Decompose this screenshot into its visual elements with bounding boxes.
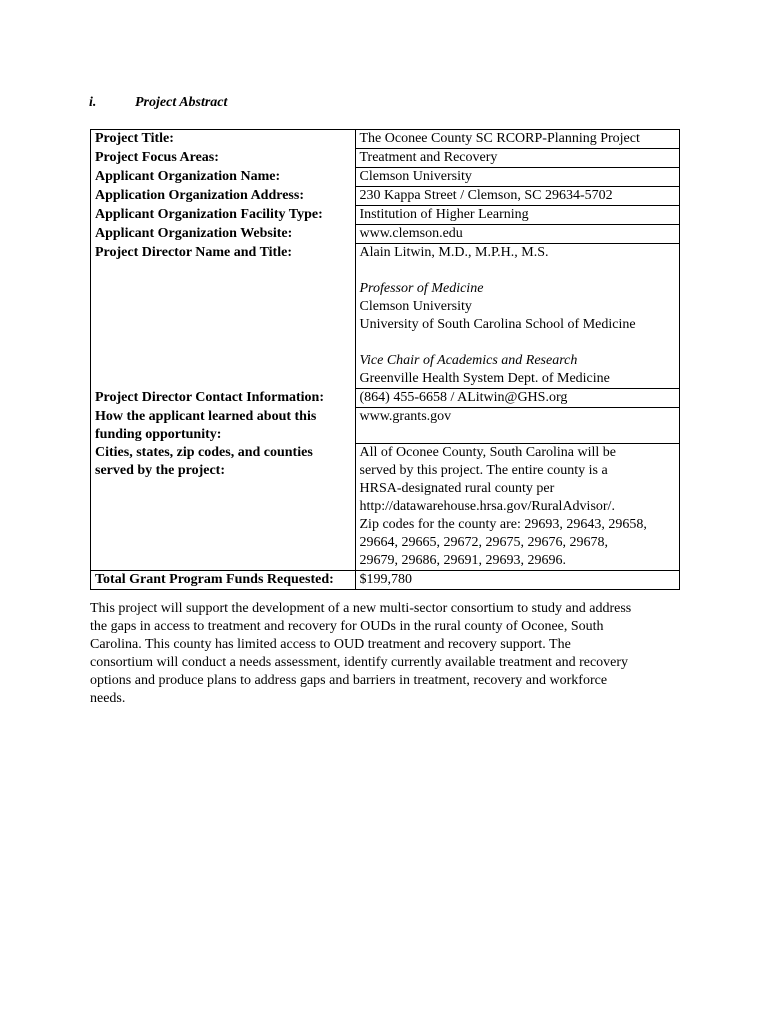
project-abstract-table	[90, 129, 680, 590]
table-row	[91, 149, 680, 168]
abstract-paragraph	[90, 600, 680, 708]
director-role-1-org-1: Clemson University	[359, 299, 472, 314]
row-label	[91, 444, 356, 571]
abstract-line: options and produce plans to address gaps and barriers in treatment, recovery and workforce	[90, 673, 608, 688]
row-label: Total Grant Program Funds Requested:	[91, 571, 356, 590]
row-label: Project Title:	[91, 130, 356, 149]
table-row	[91, 206, 680, 225]
abstract-line: the gaps in access to treatment and recovery for OUDs in the rural county of Oconee, South	[90, 619, 604, 634]
row-label-line: served by the project:	[95, 462, 225, 478]
served-line: 29664, 29665, 29672, 29675, 29676, 29678,	[359, 535, 608, 550]
row-value: $199,780	[355, 571, 680, 590]
abstract-line: consortium will conduct a needs assessment, identify currently available treatment and recovery	[90, 655, 629, 670]
row-value: Treatment and Recovery	[355, 149, 680, 168]
director-name: Alain Litwin, M.D., M.P.H., M.S.	[359, 245, 549, 260]
row-value: www.grants.gov	[355, 408, 680, 444]
served-line: 29679, 29686, 29691, 29693, 29696.	[359, 553, 566, 568]
served-line: served by this project. The entire county is a	[359, 463, 608, 478]
director-role-1-org-2: University of South Carolina School of Medicine	[359, 317, 636, 332]
row-label: Project Director Contact Information:	[91, 389, 356, 408]
director-role-2-org: Greenville Health System Dept. of Medicine	[359, 371, 610, 386]
row-value: 230 Kappa Street / Clemson, SC 29634-5702	[355, 187, 680, 206]
director-role-2: Vice Chair of Academics and Research	[359, 353, 578, 368]
row-value: The Oconee County SC RCORP-Planning Project	[355, 130, 680, 149]
section-number: i.	[89, 95, 97, 110]
row-label: Application Organization Address:	[91, 187, 356, 206]
section-title: Project Abstract	[135, 95, 228, 110]
served-line: http://datawarehouse.hrsa.gov/RuralAdvisor/.	[359, 499, 615, 514]
row-value: (864) 455-6658 / ALitwin@GHS.org	[355, 389, 680, 408]
abstract-line: Carolina. This county has limited access to OUD treatment and recovery support. The	[90, 637, 571, 652]
row-value: Clemson University	[355, 168, 680, 187]
table-row	[91, 389, 680, 408]
row-label: Project Focus Areas:	[91, 149, 356, 168]
table-row	[91, 444, 680, 571]
served-line: Zip codes for the county are: 29693, 29643, 29658,	[359, 517, 647, 532]
table-row	[91, 187, 680, 206]
table-row	[91, 225, 680, 244]
row-value: Institution of Higher Learning	[355, 206, 680, 225]
table-row	[91, 168, 680, 187]
row-label: Applicant Organization Facility Type:	[91, 206, 356, 225]
row-label: Project Director Name and Title:	[91, 244, 356, 389]
row-label-line: How the applicant learned about this	[95, 408, 317, 424]
served-line: All of Oconee County, South Carolina will be	[359, 445, 616, 460]
table-row	[91, 408, 680, 444]
row-label-line: funding opportunity:	[95, 426, 222, 442]
section-heading	[89, 94, 227, 112]
row-label	[91, 408, 356, 444]
director-role-1: Professor of Medicine	[359, 281, 484, 296]
served-line: HRSA-designated rural county per	[359, 481, 555, 496]
table-row	[91, 130, 680, 149]
row-label-line: Cities, states, zip codes, and counties	[95, 444, 313, 460]
row-value: www.clemson.edu	[355, 225, 680, 244]
director-value	[355, 244, 680, 389]
row-label: Applicant Organization Name:	[91, 168, 356, 187]
table-row	[91, 571, 680, 590]
row-label: Applicant Organization Website:	[91, 225, 356, 244]
abstract-line: needs.	[90, 691, 126, 706]
abstract-line: This project will support the development of a new multi-sector consortium to study and address	[90, 601, 632, 616]
table-row	[91, 244, 680, 389]
served-value	[355, 444, 680, 571]
